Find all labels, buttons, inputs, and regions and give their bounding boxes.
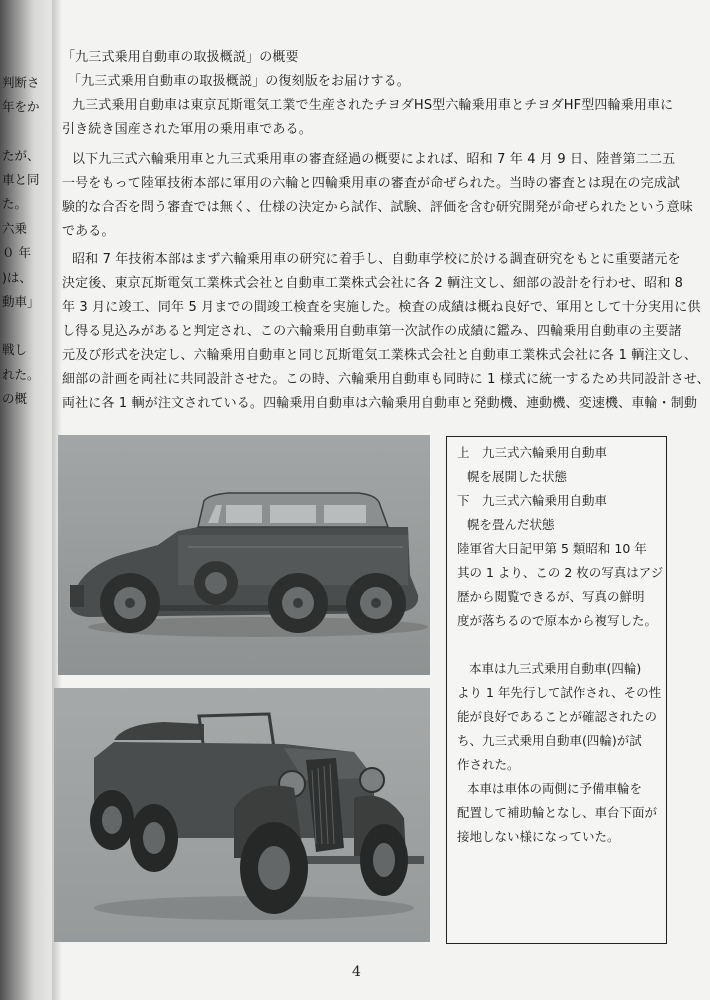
prev-page-line: ０ 年 [2,245,31,260]
caption-line: 本車は九三式乗用自動車(四輪) [469,661,642,676]
paragraph-line: 験的な合否を問う審査では無く、仕様の決定から試作、試験、評価を含む研究開発が命ぜられたという意味 [62,200,693,215]
caption-line: 陸軍省大日記甲第 5 類昭和 10 年 [457,541,647,556]
paragraph-line: 「九三式乗用自動車の取扱概説」の復刻版をお届けする。 [68,74,410,89]
paragraph-line: 九三式乗用自動車は東京瓦斯電気工業で生産されたチヨダHS型六輪乗用車とチヨダHF型四輪乗用車に [72,98,674,113]
paragraph-line: し得る見込みがあると判定され、この六輪乗用自動車第一次試作の成績に鑑み、四輪乗用自動車の主要諸 [62,324,682,339]
caption-line: 幌を畳んだ状態 [467,517,555,532]
paragraph-line: 一号をもって陸軍技術本部に軍用の六輪と四輪乗用車の審査が命ぜられた。当時の審査とは現在の完成試 [62,176,681,191]
caption-line: 能が良好であることが確認されたの [457,709,658,724]
paragraph-line: 昭和 7 年技術本部はまず六輪乗用車の研究に着手し、自動車学校に於ける調査研究をもとに重要諸元を [72,252,681,267]
paragraph-line: 年 3 月に竣工、同年 5 月までの間竣工検査を実施した。検査の成績は概ね良好で、軍用として十分実用に供 [62,300,701,315]
paragraph-line: である。 [62,224,115,239]
caption-line: 本車は車体の両側に予備車輪を [467,781,643,796]
prev-page-line: 年をか [2,99,40,114]
previous-page-edge [0,0,46,1000]
caption-line: 度が落ちるので原本から複写した。 [457,613,658,628]
prev-page-line: 動車」 [2,294,40,309]
caption-line: 幌を展開した状態 [467,469,568,484]
paragraph-line: 決定後、東京瓦斯電気工業株式会社と自動車工業株式会社に各 2 輌注文し、細部の設計を行わせ、昭和 8 [62,276,684,291]
prev-page-line: 六乗 [2,221,28,236]
prev-page-line: 判断さ [2,75,40,90]
paragraph-line: 引き続き国産された軍用の乗用車である。 [62,122,312,137]
prev-page-line: 戦し [2,342,28,357]
caption-line: 配置して補助輪となし、車台下面が [457,805,658,820]
paragraph-line: 元及び形式を決定し、六輪乗用自動車と同じ瓦斯電気工業株式会社と自動車工業株式会社に各 1 輌注文し、 [62,348,698,363]
caption-line: 接地しない様になっていた。 [457,829,620,844]
photo-six-wheel-car-top-folded [54,688,430,942]
page-number: 4 [352,964,361,980]
prev-page-line: たが、 [2,148,40,163]
caption-line: 上 九三式六輪乗用自動車 [457,445,608,460]
prev-page-line: た。 [2,196,28,211]
caption-line: 作された。 [457,757,520,772]
caption-line: ち、九三式乗用自動車(四輪)が試 [457,733,642,748]
prev-page-line: )は、 [2,270,32,285]
photo-caption-box [446,436,667,944]
prev-page-line: 車と同 [2,172,40,187]
prev-page-line: れた。 [2,367,40,382]
caption-line: 其の 1 より、この 2 枚の写真はアジ [457,565,664,580]
prev-page-line: の概 [2,391,28,406]
paragraph-line: 両社に各 1 輌が注文されている。四輪乗用自動車は六輪乗用自動車と発動機、連動機、変速機、車輪・制動 [62,396,698,411]
caption-line: 下 九三式六輪乗用自動車 [457,493,608,508]
paragraph-line: 細部の計画を両社に共同設計させた。この時、六輪乗用自動車も同時に 1 様式に統一するため共同設計させ、 [62,372,710,387]
section-heading: 「九三式乗用自動車の取扱概説」の概要 [62,50,299,65]
paragraph-line: 以下九三式六輪乗用車と九三式乗用車の審査経過の概要によれば、昭和 7 年 4 月 9 日、陸普第二二五 [72,152,676,167]
caption-line: 歴から閲覧できるが、写真の鮮明 [457,589,645,604]
photo-six-wheel-car-top-up [58,435,430,675]
caption-line: より 1 年先行して試作され、その性 [457,685,662,700]
